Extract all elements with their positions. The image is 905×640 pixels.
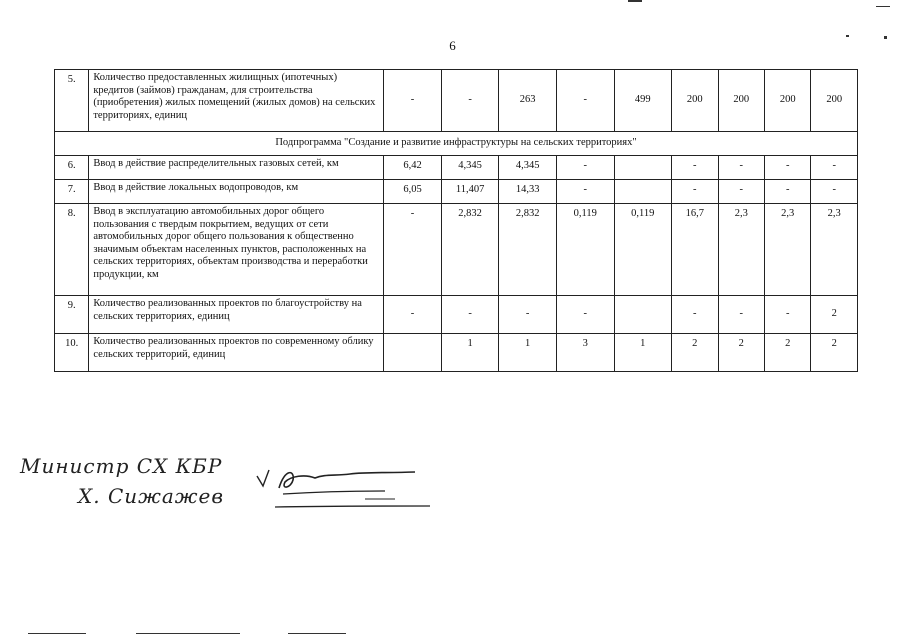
value-cell xyxy=(384,334,442,372)
table-row xyxy=(55,156,858,180)
page-number: 6 xyxy=(449,38,456,53)
value-cell: 200 xyxy=(764,70,810,132)
value-cell: - xyxy=(764,296,810,334)
signature-block xyxy=(20,448,440,518)
indicator-name: Количество реализованных проектов по благоустройству на сельских территориях, единиц xyxy=(89,296,384,334)
value-cell: 11,407 xyxy=(441,180,499,204)
handwritten-signature-icon xyxy=(255,458,435,513)
value-cell: - xyxy=(764,180,810,204)
value-cell xyxy=(614,180,672,204)
indicator-name: Ввод в действие локальных водопроводов, км xyxy=(89,180,384,204)
value-cell: 0,119 xyxy=(556,204,614,296)
table-row xyxy=(55,204,858,296)
table-row xyxy=(55,70,858,132)
value-cell: - xyxy=(384,204,442,296)
value-cell: 499 xyxy=(614,70,672,132)
row-number: 5. xyxy=(55,70,89,132)
row-number: 9. xyxy=(55,296,89,334)
value-cell: - xyxy=(718,180,764,204)
footer-line xyxy=(288,633,346,634)
table-row xyxy=(55,334,858,372)
value-cell: - xyxy=(556,180,614,204)
row-number: 8. xyxy=(55,204,89,296)
value-cell: 14,33 xyxy=(499,180,557,204)
value-cell: - xyxy=(672,296,718,334)
indicator-name: Ввод в действие распределительных газовых сетей, км xyxy=(89,156,384,180)
value-cell: - xyxy=(718,156,764,180)
indicator-name: Ввод в эксплуатацию автомобильных дорог общего пользования с твердым покрытием, ведущих от сети автомобильных дорог общего пользования к общественно значимым объектам населенных пунктов, расположенных на сельских территориях, объектам производства и переработки продукции, км xyxy=(89,204,384,296)
value-cell: 200 xyxy=(672,70,718,132)
value-cell: 200 xyxy=(718,70,764,132)
value-cell: 2 xyxy=(672,334,718,372)
value-cell: - xyxy=(441,70,499,132)
scan-artifact xyxy=(628,0,642,2)
indicator-name: Количество реализованных проектов по современному облику сельских территорий, единиц xyxy=(89,334,384,372)
value-cell: 3 xyxy=(556,334,614,372)
value-cell: 2 xyxy=(764,334,810,372)
value-cell: 2,832 xyxy=(499,204,557,296)
value-cell: 4,345 xyxy=(499,156,557,180)
value-cell: 200 xyxy=(811,70,858,132)
value-cell: 1 xyxy=(499,334,557,372)
row-number: 6. xyxy=(55,156,89,180)
value-cell: 263 xyxy=(499,70,557,132)
value-cell: - xyxy=(764,156,810,180)
value-cell: - xyxy=(556,156,614,180)
subprogram-header-row xyxy=(55,132,858,156)
value-cell: - xyxy=(556,296,614,334)
row-number: 7. xyxy=(55,180,89,204)
value-cell: - xyxy=(384,70,442,132)
signer-title: Министр СХ КБР xyxy=(20,454,223,478)
value-cell: - xyxy=(672,156,718,180)
value-cell: - xyxy=(384,296,442,334)
value-cell: - xyxy=(441,296,499,334)
signer-name: Х. Сижажев xyxy=(78,484,225,508)
value-cell: - xyxy=(811,180,858,204)
value-cell: 6,42 xyxy=(384,156,442,180)
value-cell xyxy=(614,156,672,180)
value-cell: 1 xyxy=(441,334,499,372)
value-cell: - xyxy=(672,180,718,204)
value-cell: 2,832 xyxy=(441,204,499,296)
value-cell: 16,7 xyxy=(672,204,718,296)
scan-artifact xyxy=(846,35,849,37)
scan-artifact xyxy=(876,6,890,7)
subprogram-title: Подпрограмма "Создание и развитие инфраструктуры на сельских территориях" xyxy=(55,132,858,156)
value-cell: 2,3 xyxy=(811,204,858,296)
value-cell: - xyxy=(556,70,614,132)
value-cell: 6,05 xyxy=(384,180,442,204)
value-cell: 4,345 xyxy=(441,156,499,180)
value-cell: 2,3 xyxy=(764,204,810,296)
table-row xyxy=(55,296,858,334)
value-cell xyxy=(614,296,672,334)
value-cell: 1 xyxy=(614,334,672,372)
value-cell: 2 xyxy=(811,334,858,372)
footer-line xyxy=(28,633,86,634)
scan-artifact xyxy=(884,36,887,39)
value-cell: 2 xyxy=(811,296,858,334)
value-cell: - xyxy=(811,156,858,180)
value-cell: 2,3 xyxy=(718,204,764,296)
table-row xyxy=(55,180,858,204)
row-number: 10. xyxy=(55,334,89,372)
footer-line xyxy=(136,633,240,634)
value-cell: 2 xyxy=(718,334,764,372)
indicators-table xyxy=(54,69,858,372)
indicator-name: Количество предоставленных жилищных (ипотечных) кредитов (займов) гражданам, для строительства (приобретения) жилых помещений (жилых домов) на сельских территориях, единиц xyxy=(89,70,384,132)
value-cell: - xyxy=(499,296,557,334)
value-cell: - xyxy=(718,296,764,334)
value-cell: 0,119 xyxy=(614,204,672,296)
